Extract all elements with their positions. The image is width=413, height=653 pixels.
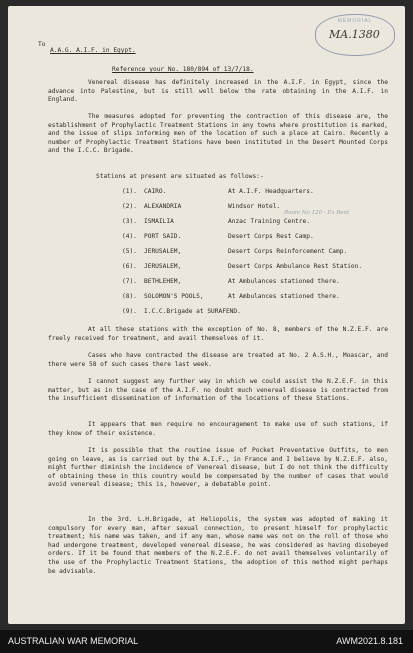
station-number: (7). xyxy=(122,278,137,285)
footer-bar xyxy=(0,630,413,653)
station-place: I.C.C.Brigade at SURAFEND. xyxy=(144,308,241,315)
station-location: Windsor Hotel. xyxy=(228,203,281,210)
station-place: ISMAILIA xyxy=(144,218,174,225)
station-number: (8). xyxy=(122,293,137,300)
station-number: (2). xyxy=(122,203,137,210)
paragraph-7: It is possible that the routine issue of Pocket Preventative Outfits, to men going on leave, as is carried out by the A.I.F., in France and I believe by N.Z.E.F. also, might further diminish the incidence of Venereal disease, but I do not think the difficulty of obtaining these in this country would be compensated by the number of cases that would avoid venereal disease; this is, however, a debatable point. xyxy=(48,447,388,489)
station-number: (9). xyxy=(122,308,137,315)
station-location: Desert Corps Ambulance Rest Station. xyxy=(228,263,363,270)
paragraph-6: It appears that men require no encouragement to make use of such stations, if they know of their existence. xyxy=(48,421,388,437)
station-location: Desert Corps Reinforcement Camp. xyxy=(228,248,348,255)
letter-reference: Reference your No. 180/894 of 13/7/18. xyxy=(112,66,254,73)
station-location: Anzac Training Centre. xyxy=(228,218,310,225)
handwritten-reference: MA.1380 xyxy=(329,28,380,41)
station-location: At Ambulances stationed there. xyxy=(228,293,340,300)
station-number: (4). xyxy=(122,233,137,240)
station-number: (3). xyxy=(122,218,137,225)
footer-accession: AWM2021.8.181 xyxy=(336,636,403,646)
stations-intro: Stations at present are situated as follows:- xyxy=(96,173,264,180)
station-place: ALEXANDRIA xyxy=(144,203,182,210)
station-place: CAIRO. xyxy=(144,188,167,195)
station-place: SOLOMON'S POOLS, xyxy=(144,293,204,300)
station-place: JERUSALEM, xyxy=(144,248,182,255)
paragraph-2: The measures adopted for preventing the contraction of this disease are, the establishment of Prophylactic Treatment Stations in any towns where prostitution is marked, and the issue of slips informing men of the location of such a place at Cairo. Recently a number of Prophylactic Treatment Stations have been instituted in the Desert Mounted Corps and the I.C.C. Brigade. xyxy=(48,113,388,155)
paragraph-4: Cases who have contracted the disease are treated at No. 2 A.S.H., Moascar, and there were 58 of such cases there last week. xyxy=(48,352,388,368)
station-place: BETHLEHEM, xyxy=(144,278,182,285)
station-location: At A.I.F. Headquarters. xyxy=(228,188,314,195)
station-place: JERUSALEM, xyxy=(144,263,182,270)
paragraph-3: At all these stations with the exception of No. 8, members of the N.Z.E.F. are freely received for treatment, and avail themselves of it. xyxy=(48,326,388,342)
station-number: (6). xyxy=(122,263,137,270)
letter-address: A.A.G. A.I.F. in Egypt. xyxy=(50,47,136,54)
stamp-text: MEMORIAL xyxy=(337,18,373,24)
footer-institution: AUSTRALIAN WAR MEMORIAL xyxy=(8,636,139,646)
letter-to: To xyxy=(38,41,46,48)
paragraph-1: Venereal disease has definitely increased in the A.I.F. in Egypt, since the advance into Palestine, but is still well below the rate obtaining in the A.I.F. in England. xyxy=(48,79,388,104)
document-page xyxy=(8,6,405,624)
station-location: Desert Corps Rest Camp. xyxy=(228,233,314,240)
handwritten-annotation: Room No 120 - Ex Bent xyxy=(284,210,350,216)
paragraph-5: I cannot suggest any further way in which we could assist the N.Z.E.F. in this matter, but as in the case of the A.I.F. no doubt much venereal disease is contracted from the insufficient dissemination of information of the locations of these Stations. xyxy=(48,378,388,403)
station-number: (5). xyxy=(122,248,137,255)
station-number: (1). xyxy=(122,188,137,195)
paragraph-8: In the 3rd. L.H.Brigade, at Heliopolis, the system was adopted of making it compulsory for every man, after sexual connection, to present himself for prophylactic treatment; his name was taken, and if any man, whose name was not on the roll of those who had undergone treatment, developed venereal disease, he was considered as having disobeyed orders. If it be found that members of the N.Z.E.F. do not avail themselves voluntarily of the use of the Prophylactic Treatment Stations, the adoption of this method might perhaps be advisable. xyxy=(48,516,388,575)
station-location: At Ambulances stationed there. xyxy=(228,278,340,285)
station-place: PORT SAID. xyxy=(144,233,182,240)
